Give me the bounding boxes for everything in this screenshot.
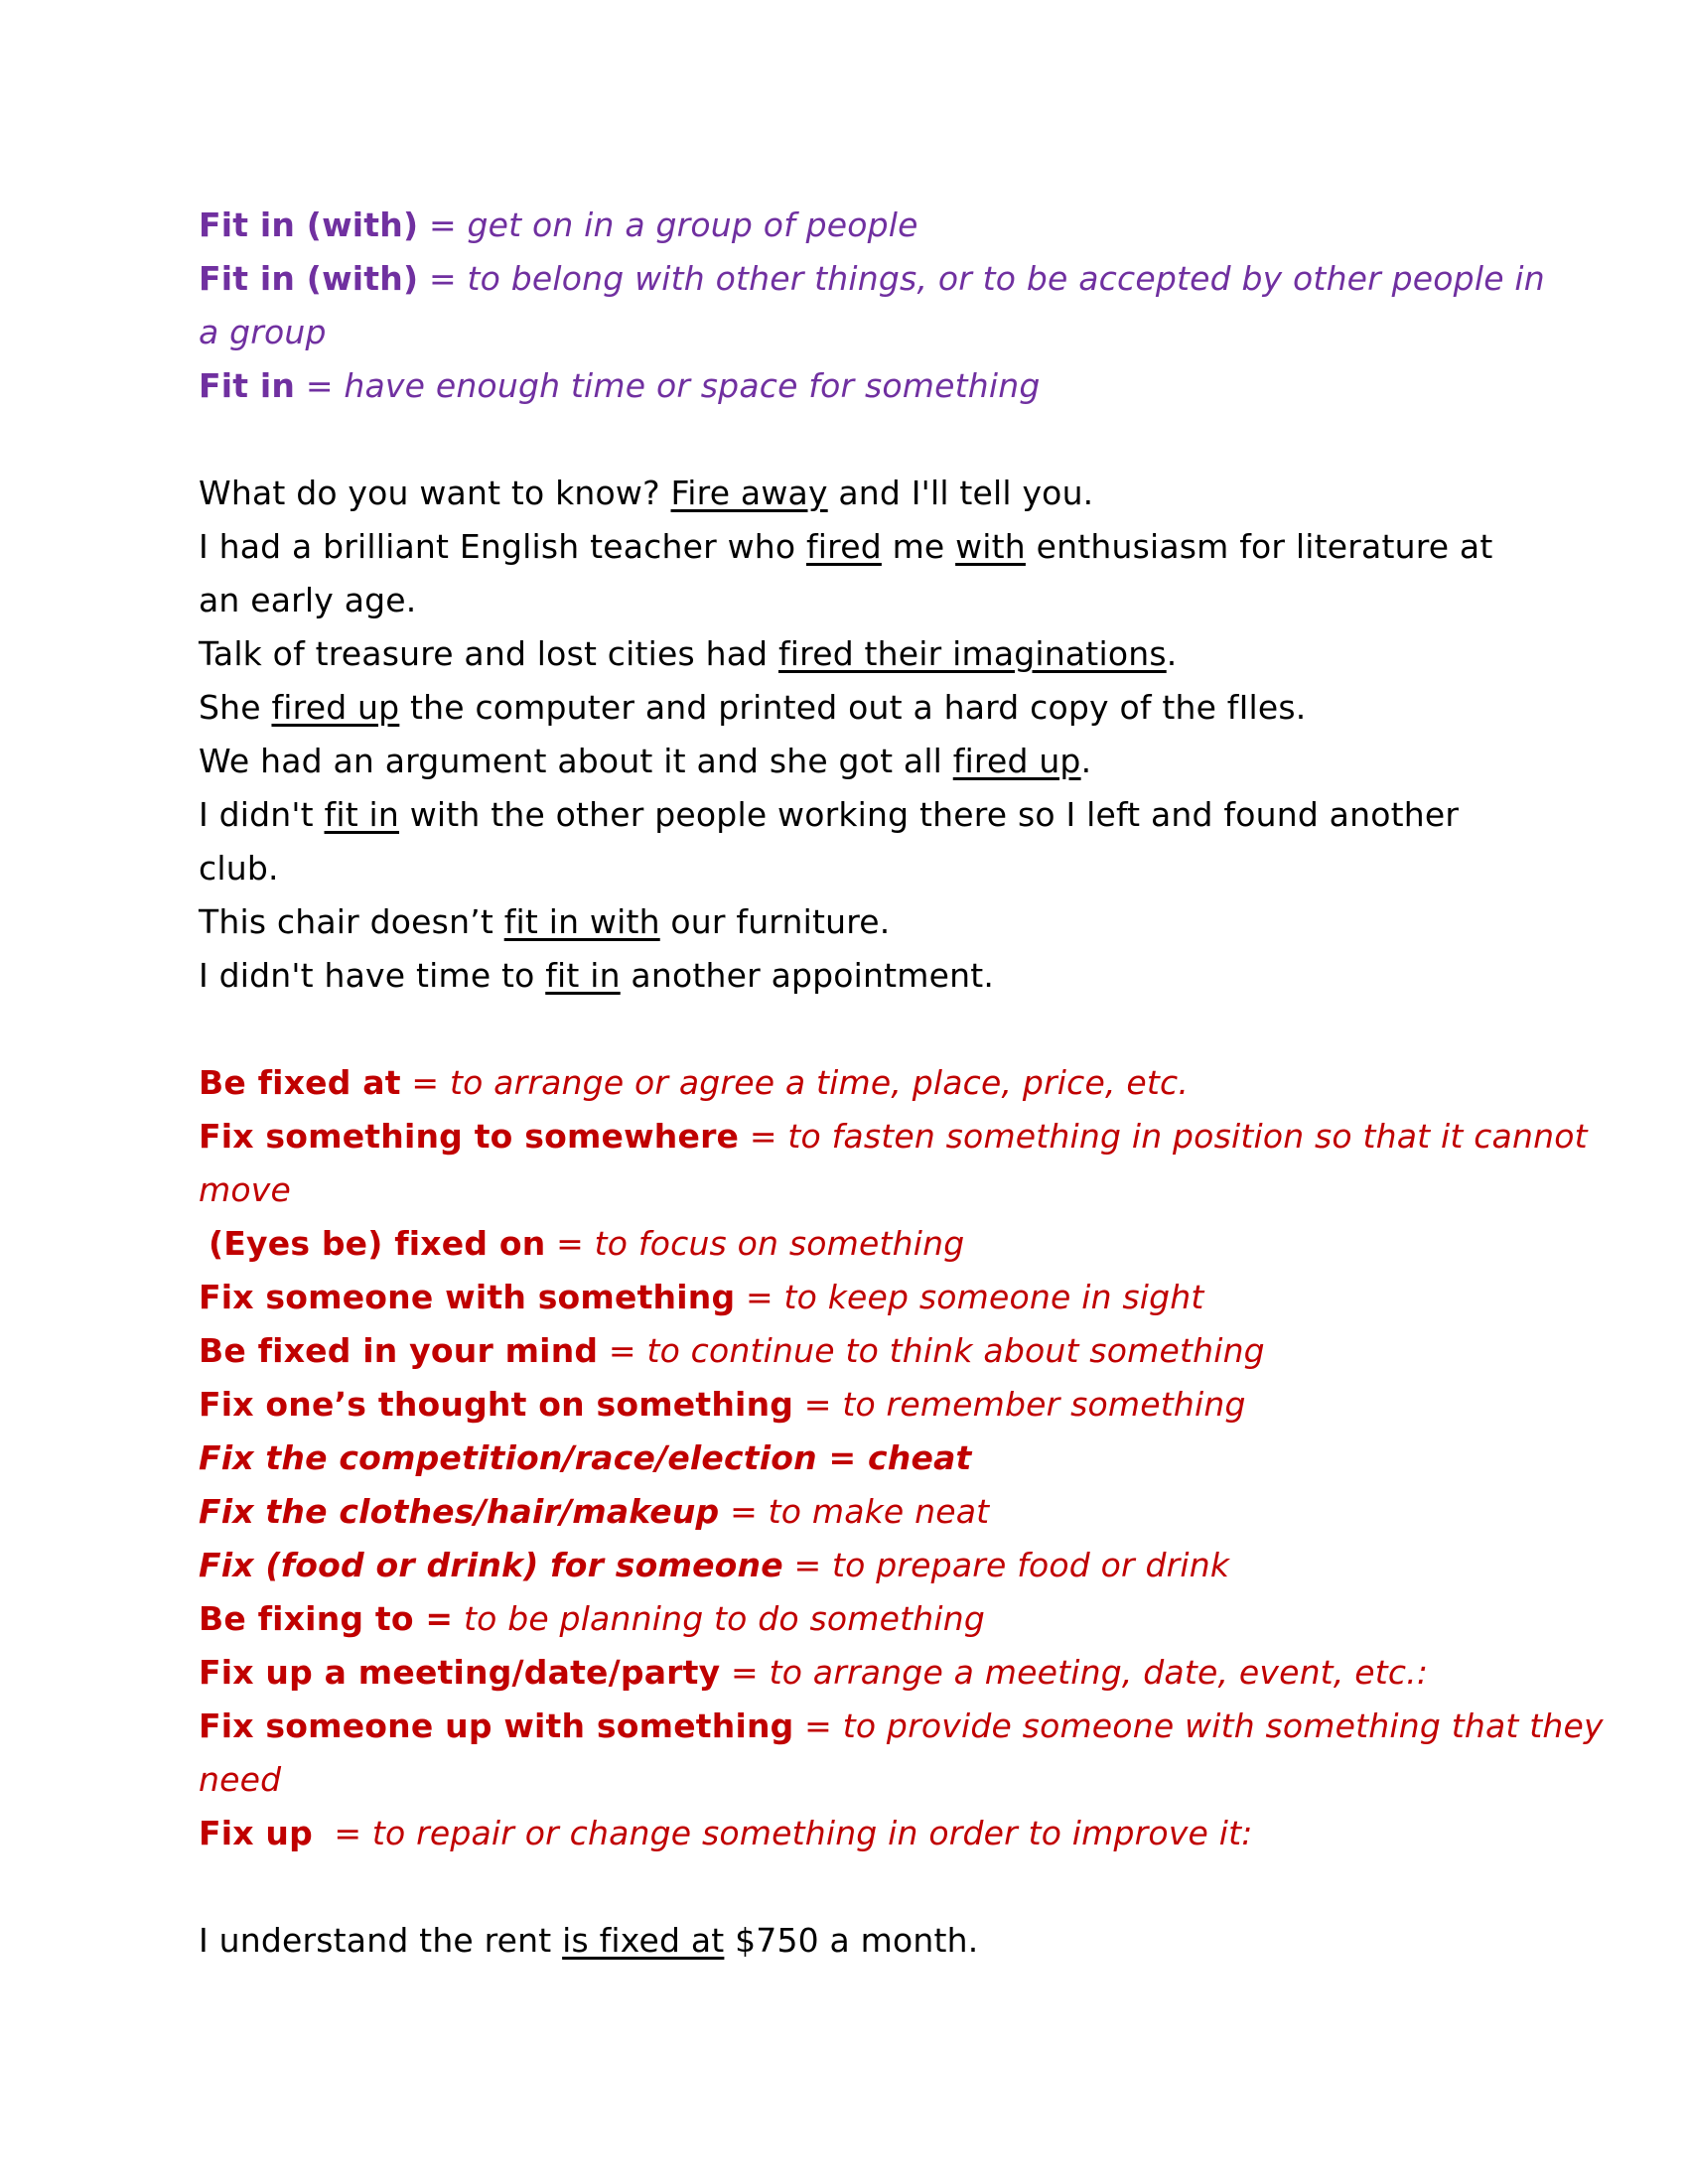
definition-line bbox=[199, 1539, 1489, 1592]
example-sentences bbox=[199, 467, 1493, 1003]
example-text: $750 a month. bbox=[724, 1921, 979, 1960]
example-text: Talk of treasure and lost cities had bbox=[199, 634, 778, 673]
underlined-phrase: fired up bbox=[952, 742, 1081, 780]
document-page bbox=[199, 199, 1604, 1968]
definition-text: have enough time or space for something bbox=[344, 366, 1041, 405]
phrasal-verb-term: Fit in (with) bbox=[199, 259, 419, 298]
definition-text: to arrange or agree a time, place, price, etc. bbox=[449, 1063, 1190, 1102]
definition-line bbox=[199, 1271, 1489, 1324]
underlined-phrase: Fire away bbox=[670, 474, 828, 512]
definition-line bbox=[199, 252, 1545, 306]
example-text: me bbox=[881, 527, 956, 566]
phrasal-verb-term: Fix up a meeting/date/party bbox=[199, 1653, 721, 1692]
definition-line bbox=[199, 1485, 1489, 1539]
phrasal-verb-term: Fix up bbox=[199, 1814, 313, 1852]
definition-line bbox=[199, 1378, 1489, 1432]
definition-text: to continue to think about something bbox=[646, 1331, 1265, 1370]
equals-separator: = bbox=[793, 1706, 843, 1745]
example-text: the computer and printed out a hard copy of the fIles. bbox=[399, 688, 1307, 727]
underlined-phrase: fit in bbox=[324, 795, 400, 834]
definition-line-continued bbox=[199, 1753, 1489, 1807]
equals-separator: = bbox=[295, 366, 345, 405]
definition-line bbox=[199, 1056, 1489, 1110]
example-line bbox=[199, 467, 1489, 520]
definition-text: to belong with other things, or to be accepted by other people in bbox=[467, 259, 1545, 298]
blank-line bbox=[199, 1860, 1489, 1914]
phrasal-verb-term: Fix something to somewhere bbox=[199, 1117, 740, 1156]
blank-line bbox=[199, 1003, 1489, 1056]
equals-separator: = bbox=[782, 1546, 833, 1584]
example-text: We had an argument about it and she got all bbox=[199, 742, 953, 780]
phrasal-verb-term: Fix one’s thought on something bbox=[199, 1385, 794, 1424]
phrasal-verb-term: Fit in bbox=[199, 366, 296, 405]
equals-separator: = bbox=[793, 1385, 843, 1424]
definition-text: to focus on something bbox=[594, 1224, 965, 1263]
example-text: I didn't have time to bbox=[199, 956, 546, 995]
definition-text: get on in a group of people bbox=[467, 205, 918, 244]
example-text: another appointment. bbox=[620, 956, 995, 995]
definition-line-continued bbox=[199, 1163, 1489, 1217]
underlined-phrase: fired bbox=[805, 527, 882, 566]
definition-text: to remember something bbox=[842, 1385, 1246, 1424]
definition-text: need bbox=[199, 1760, 282, 1799]
definition-text: to repair or change something in order to improve it: bbox=[371, 1814, 1253, 1852]
final-example-line bbox=[199, 1914, 1489, 1968]
example-text: our furniture. bbox=[659, 902, 891, 941]
underlined-phrase: fit in bbox=[545, 956, 621, 995]
equals-separator: = bbox=[418, 259, 468, 298]
equals-separator: = bbox=[418, 205, 468, 244]
underlined-phrase: is fixed at bbox=[562, 1921, 725, 1960]
example-text: with the other people working there so I left and found another bbox=[399, 795, 1460, 834]
equals-separator bbox=[453, 1599, 464, 1638]
example-text: I didn't bbox=[199, 795, 325, 834]
phrasal-verb-term: Fix the competition/race/election = cheat bbox=[199, 1438, 972, 1477]
example-text: What do you want to know? bbox=[199, 474, 671, 512]
definition-line bbox=[199, 1324, 1489, 1378]
example-line bbox=[199, 735, 1489, 788]
example-line bbox=[199, 788, 1489, 842]
definition-text: to make neat bbox=[768, 1492, 990, 1531]
example-line bbox=[199, 895, 1489, 949]
fit-in-definitions bbox=[199, 199, 1545, 413]
example-text: club. bbox=[199, 849, 279, 887]
phrasal-verb-term: (Eyes be) fixed on bbox=[209, 1224, 546, 1263]
definition-line bbox=[199, 1646, 1489, 1700]
definition-text: to provide someone with something that they bbox=[842, 1706, 1604, 1745]
fix-definitions bbox=[199, 1056, 1604, 1860]
example-text: enthusiasm for literature at bbox=[1025, 527, 1493, 566]
definition-line-continued bbox=[199, 306, 1489, 359]
definition-line bbox=[199, 1592, 1489, 1646]
example-line bbox=[199, 681, 1489, 735]
example-text: . bbox=[1080, 742, 1092, 780]
example-text: This chair doesn’t bbox=[199, 902, 504, 941]
definition-line bbox=[199, 359, 1489, 413]
phrasal-verb-term: Be fixed in your mind bbox=[199, 1331, 599, 1370]
definition-text: to fasten something in position so that it cannot bbox=[787, 1117, 1588, 1156]
underlined-phrase: fired up bbox=[271, 688, 400, 727]
definition-text: a group bbox=[199, 313, 327, 351]
equals-separator: = bbox=[720, 1653, 770, 1692]
phrasal-verb-term: Fix someone with something bbox=[199, 1278, 736, 1316]
definition-text: to arrange a meeting, date, event, etc.: bbox=[769, 1653, 1429, 1692]
underlined-phrase: fired their imaginations bbox=[777, 634, 1167, 673]
phrasal-verb-term: Fix someone up with something bbox=[199, 1706, 794, 1745]
phrasal-verb-term: Fit in (with) bbox=[199, 205, 419, 244]
definition-line bbox=[199, 1110, 1588, 1163]
equals-separator: = bbox=[598, 1331, 647, 1370]
definition-line bbox=[199, 199, 1489, 252]
underlined-phrase: fit in with bbox=[503, 902, 660, 941]
definition-line bbox=[199, 1432, 1489, 1485]
example-line bbox=[199, 949, 1489, 1003]
example-text: an early age. bbox=[199, 581, 417, 619]
example-text: and I'll tell you. bbox=[827, 474, 1094, 512]
example-line-continued bbox=[199, 574, 1489, 627]
example-text: I had a brilliant English teacher who bbox=[199, 527, 806, 566]
definition-text: to keep someone in sight bbox=[783, 1278, 1204, 1316]
phrasal-verb-term: Fix the clothes/hair/makeup bbox=[199, 1492, 720, 1531]
equals-separator: = bbox=[719, 1492, 769, 1531]
equals-separator: = bbox=[545, 1224, 595, 1263]
definition-line bbox=[199, 1700, 1604, 1753]
equals-separator: = bbox=[735, 1278, 784, 1316]
definition-text: move bbox=[199, 1170, 291, 1209]
example-line-continued bbox=[199, 842, 1489, 895]
example-text: I understand the rent bbox=[199, 1921, 563, 1960]
equals-separator: = bbox=[400, 1063, 450, 1102]
phrasal-verb-term: Fix (food or drink) for someone bbox=[199, 1546, 783, 1584]
example-text: . bbox=[1166, 634, 1178, 673]
underlined-phrase: with bbox=[955, 527, 1026, 566]
phrasal-verb-term: Be fixed at bbox=[199, 1063, 401, 1102]
definition-text: to prepare food or drink bbox=[832, 1546, 1230, 1584]
equals-separator: = bbox=[312, 1814, 372, 1852]
definition-line bbox=[199, 1217, 1489, 1271]
phrasal-verb-term: Be fixing to = bbox=[199, 1599, 454, 1638]
blank-line bbox=[199, 413, 1489, 467]
definition-line bbox=[199, 1807, 1489, 1860]
example-line bbox=[199, 520, 1493, 574]
definition-text: to be planning to do something bbox=[463, 1599, 985, 1638]
equals-separator: = bbox=[739, 1117, 788, 1156]
example-text: She bbox=[199, 688, 272, 727]
example-line bbox=[199, 627, 1489, 681]
